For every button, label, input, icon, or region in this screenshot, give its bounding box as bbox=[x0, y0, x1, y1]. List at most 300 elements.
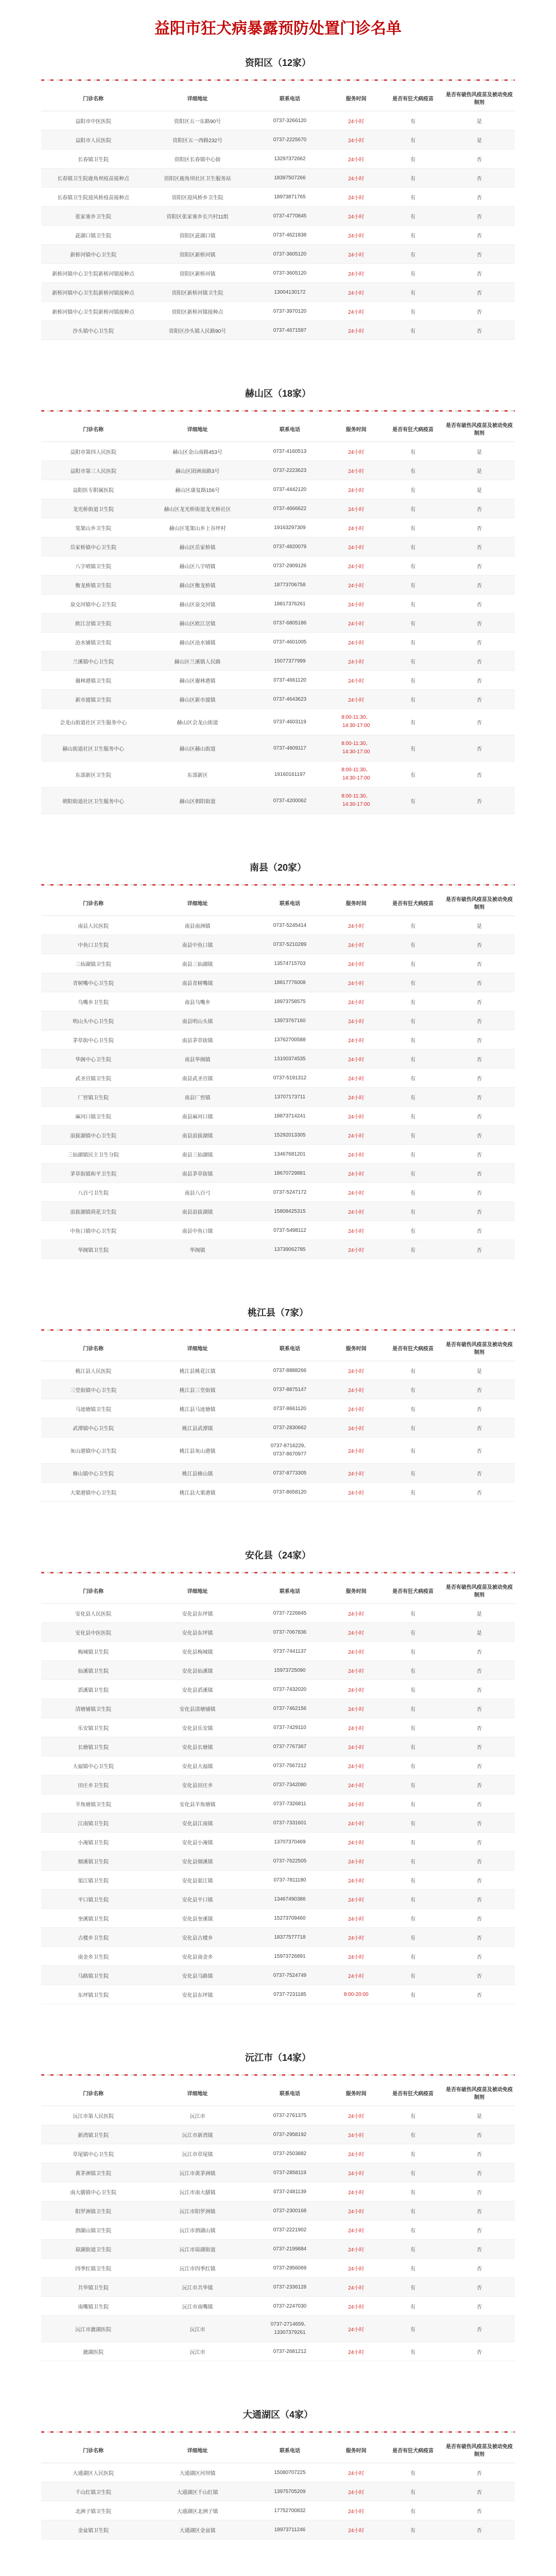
clinic-name: 古楼乡卫生院 bbox=[41, 1928, 145, 1947]
clinic-name: 马路镇卫生院 bbox=[41, 1966, 145, 1985]
address: 大通湖区河坝镇 bbox=[145, 2463, 249, 2482]
clinic-name: 武潭镇中心卫生院 bbox=[41, 1418, 145, 1437]
clinic-table bbox=[41, 890, 515, 1259]
clinic-name: 草尾镇中心卫生院 bbox=[41, 2144, 145, 2163]
address: 资阳区五一西路232号 bbox=[145, 130, 249, 149]
address: 赫山区兰溪镇人民路 bbox=[145, 652, 249, 671]
rabies-vaccine: 有 bbox=[382, 1909, 444, 1928]
column-header: 服务时间 bbox=[330, 85, 382, 111]
phone: 0737-2956069 bbox=[250, 2259, 330, 2278]
table-row bbox=[41, 1680, 515, 1699]
tetanus-vaccine: 是 bbox=[444, 1604, 515, 1623]
table-row bbox=[41, 2342, 515, 2361]
service-hours: 24小时 bbox=[330, 1947, 382, 1966]
rabies-vaccine: 有 bbox=[382, 188, 444, 207]
clinic-name: 张家塞乡卫生院 bbox=[41, 207, 145, 226]
phone: 0737-5498112 bbox=[250, 1221, 330, 1240]
table-row bbox=[41, 1947, 515, 1966]
section-divider bbox=[41, 410, 515, 412]
clinic-name: 田庄乡卫生院 bbox=[41, 1775, 145, 1794]
service-hours: 24小时 bbox=[330, 1437, 382, 1464]
phone: 0737-2830662 bbox=[250, 1418, 330, 1437]
service-hours: 24小时 bbox=[330, 2182, 382, 2201]
tetanus-vaccine: 否 bbox=[444, 992, 515, 1011]
service-hours: 24小时 bbox=[330, 1088, 382, 1107]
rabies-vaccine: 有 bbox=[382, 1437, 444, 1464]
tetanus-vaccine: 否 bbox=[444, 207, 515, 226]
clinic-name: 中鱼口卫生院 bbox=[41, 935, 145, 954]
rabies-vaccine: 有 bbox=[382, 2182, 444, 2201]
column-header: 详细地址 bbox=[145, 1335, 249, 1361]
rabies-vaccine: 有 bbox=[382, 1107, 444, 1126]
table-row bbox=[41, 916, 515, 935]
clinic-name: 仙溪镇卫生院 bbox=[41, 1661, 145, 1680]
address: 资阳区五一东路90号 bbox=[145, 111, 249, 130]
tetanus-vaccine: 是 bbox=[444, 2106, 515, 2125]
tetanus-vaccine: 否 bbox=[444, 614, 515, 633]
tetanus-vaccine: 否 bbox=[444, 1069, 515, 1088]
address: 南县三仙湖镇 bbox=[145, 1145, 249, 1164]
table-row bbox=[41, 1164, 515, 1183]
rabies-vaccine: 有 bbox=[382, 245, 444, 264]
phone: 0737-4666622 bbox=[250, 499, 330, 518]
clinic-name: 茅草街中心卫生院 bbox=[41, 1030, 145, 1049]
clinic-name: 新桥河镇中心卫生院 bbox=[41, 245, 145, 264]
clinic-name: 渠江镇卫生院 bbox=[41, 1871, 145, 1890]
table-row bbox=[41, 973, 515, 992]
tetanus-vaccine: 否 bbox=[444, 1011, 515, 1030]
column-header: 联系电话 bbox=[250, 1335, 330, 1361]
service-hours: 24小时 bbox=[330, 1126, 382, 1145]
clinic-name: 东部新区卫生院 bbox=[41, 761, 145, 788]
clinic-name: 千山红镇卫生院 bbox=[41, 2482, 145, 2501]
service-hours: 24小时 bbox=[330, 442, 382, 461]
table-row bbox=[41, 1399, 515, 1418]
rabies-vaccine: 有 bbox=[382, 2316, 444, 2342]
tetanus-vaccine: 否 bbox=[444, 1418, 515, 1437]
service-hours: 24小时 bbox=[330, 1623, 382, 1642]
service-hours: 24小时 bbox=[330, 1361, 382, 1380]
rabies-vaccine: 有 bbox=[382, 130, 444, 149]
column-header: 服务时间 bbox=[330, 890, 382, 916]
service-hours: 8:00-11:30、 14:30-17:00 bbox=[330, 761, 382, 788]
phone: 18817376261 bbox=[250, 595, 330, 614]
service-hours: 24小时 bbox=[330, 537, 382, 556]
table-row bbox=[41, 1928, 515, 1947]
table-row bbox=[41, 1756, 515, 1775]
service-hours: 24小时 bbox=[330, 935, 382, 954]
phone: 0737-7331601 bbox=[250, 1814, 330, 1833]
rabies-vaccine: 有 bbox=[382, 442, 444, 461]
address: 南县麻河口镇 bbox=[145, 1107, 249, 1126]
table-row bbox=[41, 321, 515, 340]
table-row bbox=[41, 1966, 515, 1985]
address: 安化县乐安镇 bbox=[145, 1718, 249, 1737]
service-hours: 24小时 bbox=[330, 1604, 382, 1623]
phone: 0737-4609117 bbox=[250, 735, 330, 761]
phone: 0737-3266120 bbox=[250, 111, 330, 130]
table-row bbox=[41, 1145, 515, 1164]
address: 安化县渠江镇 bbox=[145, 1871, 249, 1890]
clinic-name: 益阳市第四人民医院 bbox=[41, 442, 145, 461]
clinic-name: 修山镇中心卫生院 bbox=[41, 1464, 145, 1483]
address: 赫山区龙光桥街道龙光桥社区 bbox=[145, 499, 249, 518]
tetanus-vaccine: 是 bbox=[444, 111, 515, 130]
clinic-name: 新市渡镇卫生院 bbox=[41, 690, 145, 709]
phone: 0737-7231185 bbox=[250, 1985, 330, 2004]
table-row bbox=[41, 188, 515, 207]
section-title: 赫山区（18家） bbox=[245, 388, 311, 399]
clinic-name: 三仙湖镇民主卫生分院 bbox=[41, 1145, 145, 1164]
address: 赫山区团洲南路3号 bbox=[145, 461, 249, 480]
district-section bbox=[41, 1306, 515, 1502]
service-hours: 24小时 bbox=[330, 245, 382, 264]
phone: 0737-7441137 bbox=[250, 1642, 330, 1661]
address: 南县茅草街镇 bbox=[145, 1030, 249, 1049]
phone: 0737-5191312 bbox=[250, 1069, 330, 1088]
service-hours: 24小时 bbox=[330, 518, 382, 537]
address: 安化县羊角塘镇 bbox=[145, 1794, 249, 1814]
tetanus-vaccine: 否 bbox=[444, 954, 515, 973]
address: 沅江市 bbox=[145, 2342, 249, 2361]
column-header: 是否有破伤风疫苗及被动免疫制剂 bbox=[444, 1578, 515, 1604]
table-row bbox=[41, 652, 515, 671]
column-header: 是否有狂犬病疫苗 bbox=[382, 85, 444, 111]
service-hours: 24小时 bbox=[330, 2501, 382, 2520]
tetanus-vaccine: 否 bbox=[444, 245, 515, 264]
service-hours: 24小时 bbox=[330, 1240, 382, 1259]
clinic-name: 南金乡卫生院 bbox=[41, 1947, 145, 1966]
service-hours: 24小时 bbox=[330, 2342, 382, 2361]
address: 南县三仙湖镇 bbox=[145, 954, 249, 973]
table-row bbox=[41, 168, 515, 188]
section-title: 安化县（24家） bbox=[245, 1550, 311, 1561]
tetanus-vaccine: 否 bbox=[444, 1221, 515, 1240]
clinic-name: 南大膳镇中心卫生院 bbox=[41, 2182, 145, 2201]
address: 安化县江南镇 bbox=[145, 1814, 249, 1833]
tetanus-vaccine: 否 bbox=[444, 1794, 515, 1814]
address: 南县浪拔湖镇 bbox=[145, 1202, 249, 1221]
address: 安化县古楼乡 bbox=[145, 1928, 249, 1947]
table-row bbox=[41, 207, 515, 226]
phone: 18973871765 bbox=[250, 188, 330, 207]
phone: 0737-7462156 bbox=[250, 1699, 330, 1718]
phone: 13707173711 bbox=[250, 1088, 330, 1107]
clinic-name: 烟溪镇卫生院 bbox=[41, 1852, 145, 1871]
service-hours: 24小时 bbox=[330, 1030, 382, 1049]
address: 沅江市 bbox=[145, 2106, 249, 2125]
tetanus-vaccine: 否 bbox=[444, 1088, 515, 1107]
tetanus-vaccine: 否 bbox=[444, 2163, 515, 2182]
rabies-vaccine: 有 bbox=[382, 518, 444, 537]
tetanus-vaccine: 是 bbox=[444, 461, 515, 480]
clinic-name: 华阁镇卫生院 bbox=[41, 1240, 145, 1259]
phone: 0737-2714659、 13307379261 bbox=[250, 2316, 330, 2342]
address: 桃江县灰山港镇 bbox=[145, 1437, 249, 1464]
clinic-table bbox=[41, 1578, 515, 2004]
tetanus-vaccine: 否 bbox=[444, 1483, 515, 1502]
table-row bbox=[41, 302, 515, 321]
rabies-vaccine: 有 bbox=[382, 1145, 444, 1164]
rabies-vaccine: 有 bbox=[382, 1871, 444, 1890]
tetanus-vaccine: 否 bbox=[444, 1464, 515, 1483]
table-row bbox=[41, 1775, 515, 1794]
column-header: 服务时间 bbox=[330, 2437, 382, 2463]
rabies-vaccine: 有 bbox=[382, 1623, 444, 1642]
service-hours: 24小时 bbox=[330, 1966, 382, 1985]
address: 南县八百弓 bbox=[145, 1183, 249, 1202]
tetanus-vaccine: 否 bbox=[444, 518, 515, 537]
rabies-vaccine: 有 bbox=[382, 1418, 444, 1437]
tetanus-vaccine: 否 bbox=[444, 2501, 515, 2520]
table-row bbox=[41, 1718, 515, 1737]
address: 桃江县修山镇 bbox=[145, 1464, 249, 1483]
address: 沅江市草尾镇 bbox=[145, 2144, 249, 2163]
phone: 0737-2223623 bbox=[250, 461, 330, 480]
table-row bbox=[41, 1418, 515, 1437]
phone: 0737-6805186 bbox=[250, 614, 330, 633]
phone: 13004130172 bbox=[250, 283, 330, 302]
clinic-name: 兰溪镇中心卫生院 bbox=[41, 652, 145, 671]
table-row bbox=[41, 1030, 515, 1049]
phone: 0737-8773305 bbox=[250, 1464, 330, 1483]
rabies-vaccine: 有 bbox=[382, 709, 444, 735]
address: 安化县仙溪镇 bbox=[145, 1661, 249, 1680]
phone: 0737-2761375 bbox=[250, 2106, 330, 2125]
address: 沅江市 bbox=[145, 2316, 249, 2342]
table-row bbox=[41, 1604, 515, 1623]
clinic-name: 金盆镇卫生院 bbox=[41, 2520, 145, 2539]
service-hours: 24小时 bbox=[330, 149, 382, 168]
rabies-vaccine: 有 bbox=[382, 1661, 444, 1680]
rabies-vaccine: 有 bbox=[382, 916, 444, 935]
clinic-name: 三仙湖镇卫生院 bbox=[41, 954, 145, 973]
rabies-vaccine: 有 bbox=[382, 1966, 444, 1985]
tetanus-vaccine: 否 bbox=[444, 283, 515, 302]
clinic-name: 大福镇中心卫生院 bbox=[41, 1756, 145, 1775]
rabies-vaccine: 有 bbox=[382, 1240, 444, 1259]
clinic-name: 清塘铺镇卫生院 bbox=[41, 1699, 145, 1718]
table-row bbox=[41, 149, 515, 168]
phone: 0737-8888266 bbox=[250, 1361, 330, 1380]
column-header: 详细地址 bbox=[145, 890, 249, 916]
rabies-vaccine: 有 bbox=[382, 2297, 444, 2316]
table-row bbox=[41, 614, 515, 633]
tetanus-vaccine: 否 bbox=[444, 1680, 515, 1699]
column-header: 详细地址 bbox=[145, 2437, 249, 2463]
district-section bbox=[41, 56, 515, 340]
table-row bbox=[41, 1737, 515, 1756]
service-hours: 24小时 bbox=[330, 1380, 382, 1399]
tetanus-vaccine: 否 bbox=[444, 1049, 515, 1069]
rabies-vaccine: 有 bbox=[382, 499, 444, 518]
phone: 0737-3605120 bbox=[250, 245, 330, 264]
phone: 0737-8875147 bbox=[250, 1380, 330, 1399]
clinic-table bbox=[41, 2080, 515, 2361]
clinic-name: 八字哨镇卫生院 bbox=[41, 556, 145, 575]
rabies-vaccine: 有 bbox=[382, 2201, 444, 2221]
address: 南县乌嘴乡 bbox=[145, 992, 249, 1011]
table-row bbox=[41, 1240, 515, 1259]
clinic-name: 会龙山街道社区卫生服务中心 bbox=[41, 709, 145, 735]
service-hours: 24小时 bbox=[330, 1399, 382, 1418]
tetanus-vaccine: 否 bbox=[444, 2221, 515, 2240]
tetanus-vaccine: 否 bbox=[444, 2482, 515, 2501]
clinic-name: 泉交河镇中心卫生院 bbox=[41, 595, 145, 614]
clinic-name: 南县人民医院 bbox=[41, 916, 145, 935]
phone: 0737-8716229、 0737-8670977 bbox=[250, 1437, 330, 1464]
clinic-name: 大通湖区人民医院 bbox=[41, 2463, 145, 2482]
table-row bbox=[41, 2221, 515, 2240]
clinic-name: 中鱼口镇中心卫生院 bbox=[41, 1221, 145, 1240]
rabies-vaccine: 有 bbox=[382, 1718, 444, 1737]
phone: 0737-2300168 bbox=[250, 2201, 330, 2221]
service-hours: 24小时 bbox=[330, 652, 382, 671]
tetanus-vaccine: 是 bbox=[444, 442, 515, 461]
service-hours: 24小时 bbox=[330, 1418, 382, 1437]
clinic-name: 沙头镇中心卫生院 bbox=[41, 321, 145, 340]
service-hours: 24小时 bbox=[330, 1145, 382, 1164]
service-hours: 24小时 bbox=[330, 2240, 382, 2259]
rabies-vaccine: 有 bbox=[382, 480, 444, 499]
tetanus-vaccine: 是 bbox=[444, 1361, 515, 1380]
clinic-name: 四季红镇卫生院 bbox=[41, 2259, 145, 2278]
rabies-vaccine: 有 bbox=[382, 2278, 444, 2297]
section-divider bbox=[41, 1329, 515, 1331]
address: 赫山区赫山街道 bbox=[145, 735, 249, 761]
tetanus-vaccine: 否 bbox=[444, 1202, 515, 1221]
phone: 0737-7767367 bbox=[250, 1737, 330, 1756]
clinic-name: 赫山街道社区卫生服务中心 bbox=[41, 735, 145, 761]
table-row bbox=[41, 1661, 515, 1680]
rabies-vaccine: 有 bbox=[382, 1775, 444, 1794]
service-hours: 24小时 bbox=[330, 188, 382, 207]
table-row bbox=[41, 1183, 515, 1202]
phone: 0737-2858119 bbox=[250, 2163, 330, 2182]
phone: 18873714241 bbox=[250, 1107, 330, 1126]
tetanus-vaccine: 否 bbox=[444, 556, 515, 575]
tetanus-vaccine: 否 bbox=[444, 1737, 515, 1756]
service-hours: 24小时 bbox=[330, 2221, 382, 2240]
service-hours: 24小时 bbox=[330, 302, 382, 321]
tetanus-vaccine: 否 bbox=[444, 973, 515, 992]
address: 资阳区沙头镇人民路90号 bbox=[145, 321, 249, 340]
address: 南县中鱼口镇 bbox=[145, 935, 249, 954]
clinic-name: 梅城镇卫生院 bbox=[41, 1642, 145, 1661]
rabies-vaccine: 有 bbox=[382, 149, 444, 168]
rabies-vaccine: 有 bbox=[382, 1642, 444, 1661]
rabies-vaccine: 有 bbox=[382, 1049, 444, 1069]
address: 安化县东坪镇 bbox=[145, 1604, 249, 1623]
service-hours: 24小时 bbox=[330, 1661, 382, 1680]
rabies-vaccine: 有 bbox=[382, 1011, 444, 1030]
tetanus-vaccine: 否 bbox=[444, 1399, 515, 1418]
clinic-name: 长春镇卫生院迎风桥疫苗接种点 bbox=[41, 188, 145, 207]
address: 赫山区康复路156号 bbox=[145, 480, 249, 499]
table-row bbox=[41, 935, 515, 954]
service-hours: 24小时 bbox=[330, 2482, 382, 2501]
table-row bbox=[41, 1202, 515, 1221]
service-hours: 24小时 bbox=[330, 1049, 382, 1069]
tetanus-vaccine: 否 bbox=[444, 302, 515, 321]
service-hours: 24小时 bbox=[330, 1871, 382, 1890]
table-row bbox=[41, 1126, 515, 1145]
service-hours: 24小时 bbox=[330, 1718, 382, 1737]
table-row bbox=[41, 2278, 515, 2297]
tetanus-vaccine: 是 bbox=[444, 916, 515, 935]
rabies-vaccine: 有 bbox=[382, 761, 444, 788]
column-header: 门诊名称 bbox=[41, 2437, 145, 2463]
rabies-vaccine: 有 bbox=[382, 575, 444, 595]
phone: 0737-2221902 bbox=[250, 2221, 330, 2240]
address: 资阳区迎风桥乡卫生院 bbox=[145, 188, 249, 207]
tetanus-vaccine: 否 bbox=[444, 1183, 515, 1202]
clinic-name: 笔架山乡卫生院 bbox=[41, 518, 145, 537]
rabies-vaccine: 有 bbox=[382, 1680, 444, 1699]
rabies-vaccine: 有 bbox=[382, 2259, 444, 2278]
phone: 0737-2481139 bbox=[250, 2182, 330, 2201]
column-header: 门诊名称 bbox=[41, 890, 145, 916]
section-divider bbox=[41, 79, 515, 81]
clinic-name: 大栗港镇中心卫生院 bbox=[41, 1483, 145, 1502]
address: 赫山区岳家桥镇 bbox=[145, 537, 249, 556]
service-hours: 24小时 bbox=[330, 2144, 382, 2163]
table-row bbox=[41, 1221, 515, 1240]
tetanus-vaccine: 否 bbox=[444, 935, 515, 954]
phone: 0737-4643623 bbox=[250, 690, 330, 709]
phone: 0737-2681212 bbox=[250, 2342, 330, 2361]
tetanus-vaccine: 否 bbox=[444, 188, 515, 207]
rabies-vaccine: 有 bbox=[382, 1928, 444, 1947]
service-hours: 24小时 bbox=[330, 168, 382, 188]
clinic-name: 衡龙桥镇卫生院 bbox=[41, 575, 145, 595]
address: 赫山区朝阳街道 bbox=[145, 788, 249, 814]
rabies-vaccine: 有 bbox=[382, 283, 444, 302]
phone: 15973725090 bbox=[250, 1661, 330, 1680]
phone: 0737-4661120 bbox=[250, 671, 330, 690]
rabies-vaccine: 有 bbox=[382, 537, 444, 556]
tetanus-vaccine: 否 bbox=[444, 321, 515, 340]
rabies-vaccine: 有 bbox=[382, 1202, 444, 1221]
rabies-vaccine: 有 bbox=[382, 1483, 444, 1502]
tetanus-vaccine: 否 bbox=[444, 595, 515, 614]
service-hours: 24小时 bbox=[330, 595, 382, 614]
rabies-vaccine: 有 bbox=[382, 1221, 444, 1240]
address: 沅江市共华镇 bbox=[145, 2278, 249, 2297]
tetanus-vaccine: 否 bbox=[444, 1699, 515, 1718]
clinic-name: 麻河口镇卫生院 bbox=[41, 1107, 145, 1126]
rabies-vaccine: 有 bbox=[382, 2125, 444, 2144]
rabies-vaccine: 有 bbox=[382, 1380, 444, 1399]
clinic-name: 厂窖镇卫生院 bbox=[41, 1088, 145, 1107]
tetanus-vaccine: 否 bbox=[444, 652, 515, 671]
rabies-vaccine: 有 bbox=[382, 1088, 444, 1107]
rabies-vaccine: 有 bbox=[382, 2520, 444, 2539]
clinic-name: 平口镇卫生院 bbox=[41, 1890, 145, 1909]
address: 资阳区长春镇中心街 bbox=[145, 149, 249, 168]
address: 安化县烟溪镇 bbox=[145, 1852, 249, 1871]
service-hours: 24小时 bbox=[330, 264, 382, 283]
tetanus-vaccine: 否 bbox=[444, 2259, 515, 2278]
table-row bbox=[41, 1088, 515, 1107]
column-header: 服务时间 bbox=[330, 1335, 382, 1361]
table-row bbox=[41, 2240, 515, 2259]
rabies-vaccine: 有 bbox=[382, 1947, 444, 1966]
table-row bbox=[41, 1107, 515, 1126]
clinic-name: 沅江市漉湖医院 bbox=[41, 2316, 145, 2342]
address: 安化县东坪镇 bbox=[145, 1623, 249, 1642]
clinic-name: 益阳市第三人民医院 bbox=[41, 461, 145, 480]
